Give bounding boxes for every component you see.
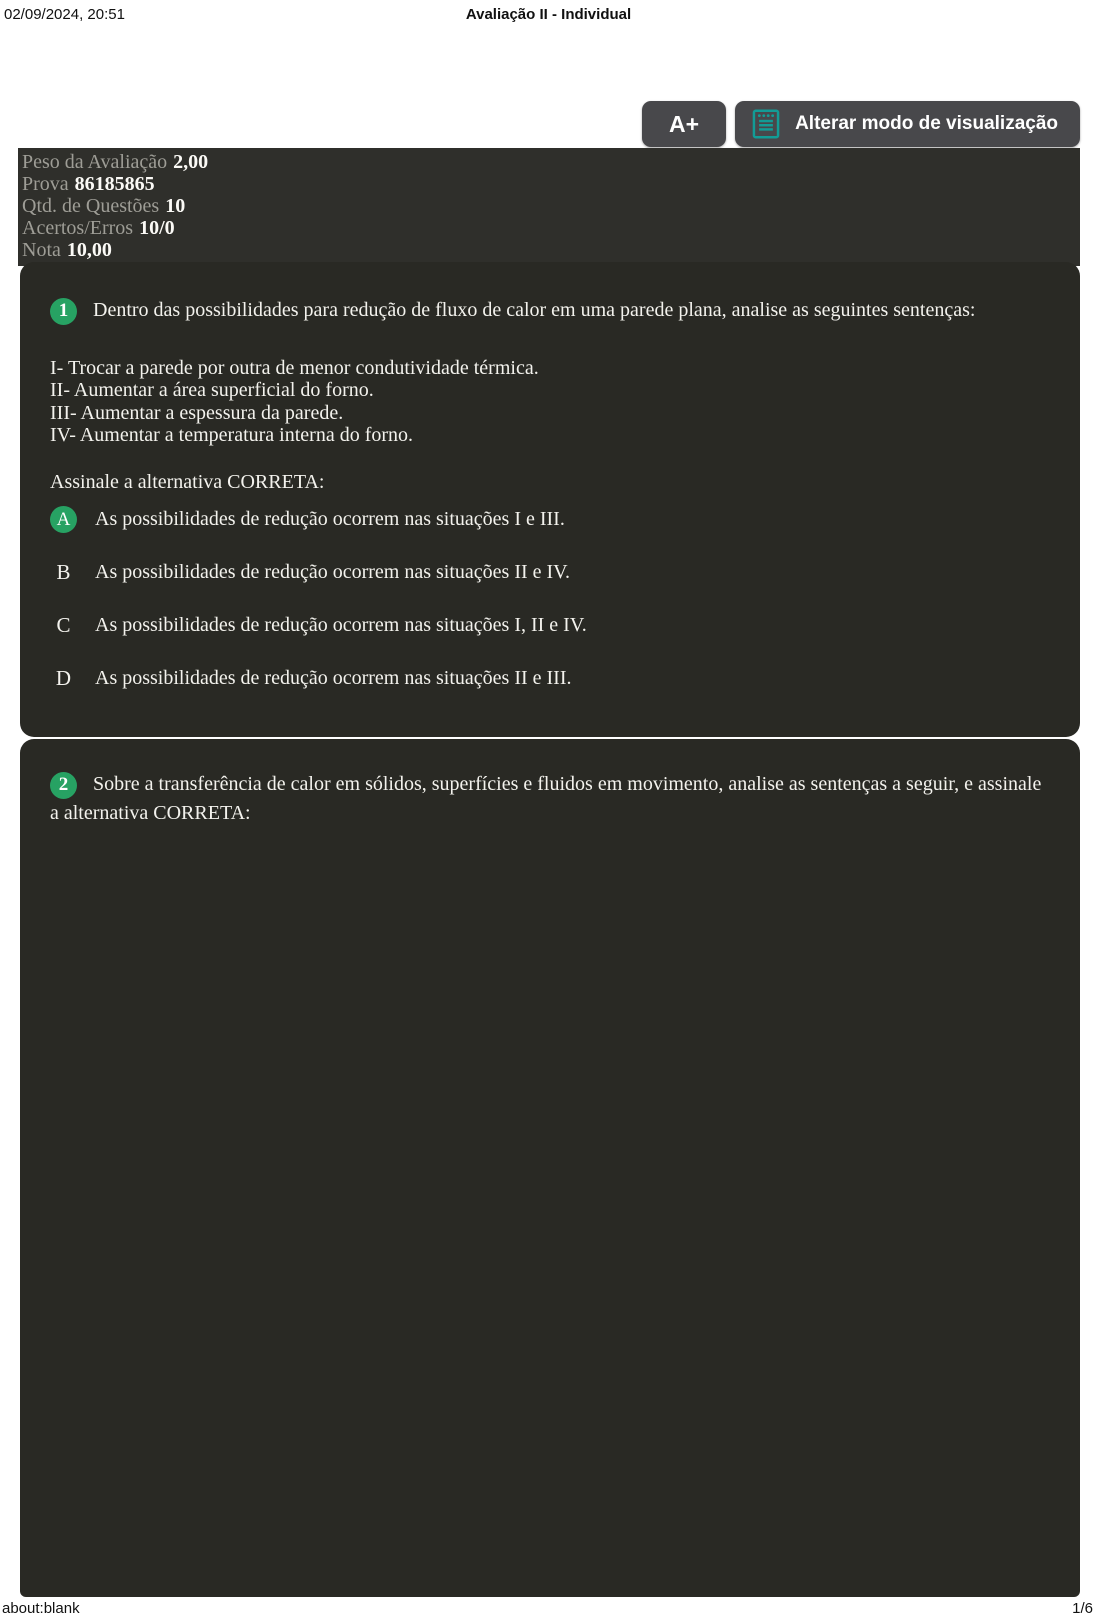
summary-value: 10 xyxy=(165,195,186,217)
change-view-mode-button[interactable] xyxy=(735,101,1080,147)
change-view-mode-label: Alterar modo de visualização xyxy=(795,113,1058,134)
question-1-text: Dentro das possibilidades para redução de fluxo de calor em uma parede plana, analise as seguintes sentenças: xyxy=(93,299,976,321)
option-d[interactable] xyxy=(50,652,1050,705)
print-header xyxy=(4,6,1093,26)
summary-label: Nota xyxy=(22,239,61,261)
option-d-badge: D xyxy=(55,666,72,691)
option-c[interactable] xyxy=(50,599,1050,652)
option-b[interactable] xyxy=(50,546,1050,599)
summary-label: Prova xyxy=(22,173,69,195)
footer-url: about:blank xyxy=(2,1600,80,1617)
toolbar xyxy=(642,101,1080,147)
footer-page-number: 1/6 xyxy=(1072,1600,1093,1617)
summary-value: 10/0 xyxy=(139,217,175,239)
option-a-selected-badge: A xyxy=(50,506,77,533)
summary-row-prova xyxy=(22,173,1074,195)
question-1-header xyxy=(50,296,1050,325)
statement-i: I- Trocar a parede por outra de menor condutividade térmica. xyxy=(50,356,539,379)
page-title: Avaliação II - Individual xyxy=(465,6,632,23)
summary-label: Qtd. de Questões xyxy=(22,195,160,217)
print-footer xyxy=(2,1600,1093,1618)
summary-row-nota xyxy=(22,239,1074,261)
question-1-options xyxy=(50,493,1050,705)
summary-row-qtd-questoes xyxy=(22,195,1074,217)
summary-value: 10,00 xyxy=(66,239,112,261)
print-datetime: 02/09/2024, 20:51 xyxy=(4,6,125,23)
option-c-badge: C xyxy=(56,613,71,638)
summary-value: 86185865 xyxy=(74,173,155,195)
document-list-icon xyxy=(751,108,781,140)
option-a-text: As possibilidades de redução ocorrem nas situações I e III. xyxy=(95,508,565,531)
option-b-badge: B xyxy=(56,560,71,585)
question-2-number-badge: 2 xyxy=(50,772,77,799)
statement-iv: IV- Aumentar a temperatura interna do forno. xyxy=(50,424,414,447)
summary-label: Acertos/Erros xyxy=(22,217,134,239)
question-1-prompt: Assinale a alternativa CORRETA: xyxy=(50,470,325,493)
question-1-number-badge: 1 xyxy=(50,298,77,325)
question-2-text: Sobre a transferência de calor em sólidos, superfícies e fluidos em movimento, analise as sentenças a seguir, e assinale a alternativa CORRETA: xyxy=(50,773,1042,824)
option-b-text: As possibilidades de redução ocorrem nas situações II e IV. xyxy=(95,561,571,584)
summary-row-peso xyxy=(22,151,1074,173)
summary-value: 2,00 xyxy=(173,151,209,173)
summary-row-acertos-erros xyxy=(22,217,1074,239)
question-card-2 xyxy=(20,739,1080,1597)
option-c-text: As possibilidades de redução ocorrem nas situações I, II e IV. xyxy=(95,614,587,637)
question-1-statements xyxy=(50,357,1050,447)
question-card-1 xyxy=(20,262,1080,737)
summary-label: Peso da Avaliação xyxy=(22,151,168,173)
question-2-header xyxy=(50,770,1050,827)
font-increase-button[interactable]: A+ xyxy=(642,101,726,147)
option-a[interactable] xyxy=(50,493,1050,546)
option-d-text: As possibilidades de redução ocorrem nas situações II e III. xyxy=(95,667,572,690)
statement-ii: II- Aumentar a área superficial do forno. xyxy=(50,379,374,402)
statement-iii: III- Aumentar a espessura da parede. xyxy=(50,401,344,424)
evaluation-summary xyxy=(18,148,1080,266)
